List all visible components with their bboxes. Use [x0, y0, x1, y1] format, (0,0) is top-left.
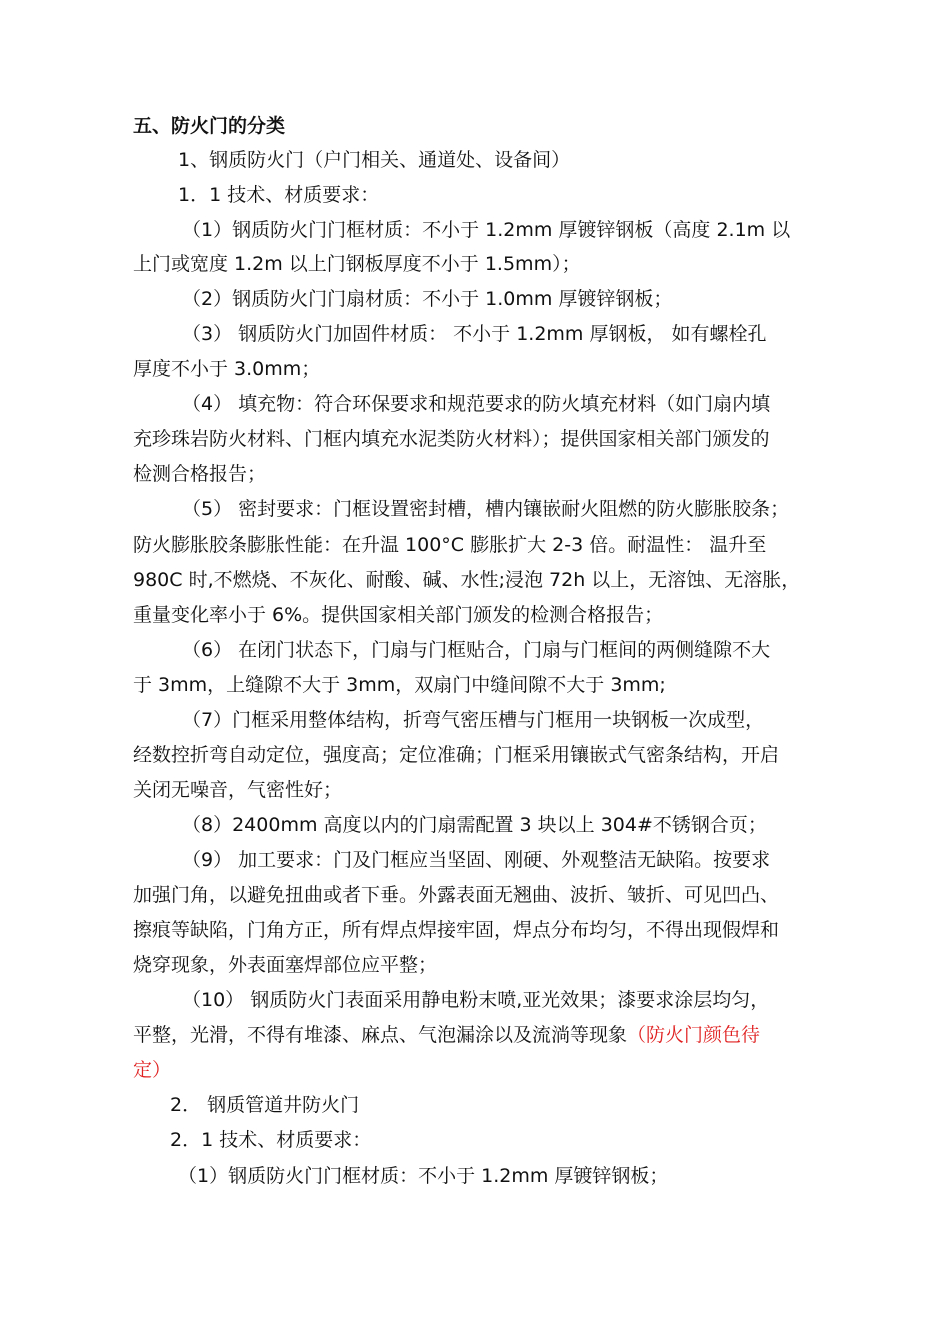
item-5-line-3: 980C 时,不燃烧、不灰化、耐酸、碱、水性;浸泡 72h 以上，无溶蚀、无溶胀， [133, 569, 801, 591]
item-7-line-2: 经数控折弯自动定位，强度高；定位准确；门框采用镶嵌式气密条结构，开启 [133, 744, 780, 766]
door-color-note-continued: 定） [133, 1059, 172, 1081]
item-5-line-1: （5） 密封要求：门框设置密封槽，槽内镶嵌耐火阻燃的防火膨胀胶条； [182, 498, 790, 520]
section-title: 五、防火门的分类 [133, 115, 286, 137]
item-2-line-1: （2）钢质防火门门扇材质：不小于 1.0mm 厚镀锌钢板； [182, 288, 673, 310]
item-1-line-2: 上门或宽度 1.2m 以上门钢板厚度不小于 1.5mm）； [133, 253, 581, 275]
subsection-1-1-title: 1．1 技术、材质要求： [178, 184, 380, 206]
item-5-line-2: 防火膨胀胶条膨胀性能：在升温 100°C 膨胀扩大 2-3 倍。耐温性： 温升至 [133, 534, 767, 556]
item-7-line-1: （7）门框采用整体结构，折弯气密压槽与门框用一块钢板一次成型， [182, 709, 765, 731]
item-4-line-3: 检测合格报告； [133, 463, 267, 485]
item-9-line-3: 擦痕等缺陷，门角方正，所有焊点焊接牢固，焊点分布均匀，不得出现假焊和 [133, 919, 780, 941]
subsection-2-title: 2． 钢质管道井防火门 [170, 1094, 360, 1116]
item-10-line-2 [133, 1023, 760, 1047]
item-6-line-2: 于 3mm，上缝隙不大于 3mm，双扇门中缝间隙不大于 3mm; [133, 674, 666, 696]
item-9-line-2: 加强门角，以避免扭曲或者下垂。外露表面无翘曲、波折、皱折、可见凹凸、 [133, 884, 780, 906]
item-10-line-2-text: 平整，光滑，不得有堆漆、麻点、气泡漏涂以及流淌等现象 [133, 1024, 628, 1046]
item-3-line-1: （3） 钢质防火门加固件材质： 不小于 1.2mm 厚钢板， 如有螺栓孔 [182, 323, 767, 345]
item-7-line-3: 关闭无噪音，气密性好； [133, 779, 343, 801]
item-3-line-2: 厚度不小于 3.0mm； [133, 358, 321, 380]
subsection-2-item-1-line-1: （1）钢质防火门门框材质：不小于 1.2mm 厚镀锌钢板； [178, 1165, 669, 1187]
item-5-line-4: 重量变化率小于 6%。提供国家相关部门颁发的检测合格报告； [133, 604, 664, 626]
item-6-line-1: （6） 在闭门状态下，门扇与门框贴合，门扇与门框间的两侧缝隙不大 [182, 639, 771, 661]
door-color-note: （防火门颜色待 [627, 1024, 761, 1046]
item-8-line-1: （8）2400mm 高度以内的门扇需配置 3 块以上 304#不锈钢合页； [182, 814, 767, 836]
item-9-line-1: （9） 加工要求：门及门框应当坚固、刚硬、外观整洁无缺陷。按要求 [182, 849, 771, 871]
subsection-2-1-title: 2．1 技术、材质要求： [170, 1129, 372, 1151]
subsection-1-title: 1、钢质防火门（户门相关、通道处、设备间） [178, 149, 571, 171]
item-1-line-1: （1）钢质防火门门框材质：不小于 1.2mm 厚镀锌钢板（高度 2.1m 以 [182, 219, 791, 241]
item-9-line-4: 烧穿现象，外表面塞焊部位应平整； [133, 954, 438, 976]
item-10-line-1: （10） 钢质防火门表面采用静电粉末喷,亚光效果；漆要求涂层均匀， [182, 989, 770, 1011]
item-4-line-2: 充珍珠岩防火材料、门框内填充水泥类防火材料）；提供国家相关部门颁发的 [133, 428, 770, 450]
item-4-line-1: （4） 填充物：符合环保要求和规范要求的防火填充材料（如门扇内填 [182, 393, 771, 415]
